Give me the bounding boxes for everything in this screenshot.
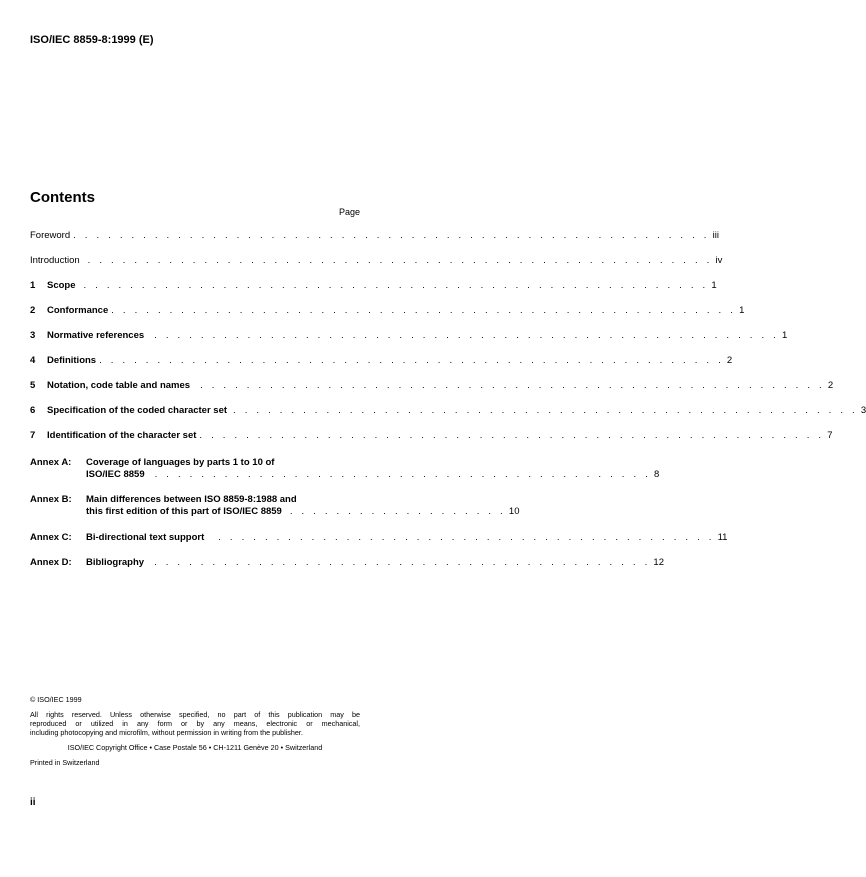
toc-entry-page: 8 xyxy=(653,469,660,480)
toc-entry-number: 1 xyxy=(30,280,36,291)
toc-entry-page: iv xyxy=(715,255,723,266)
toc-entry-page: 12 xyxy=(653,557,664,568)
toc-entry-page: 1 xyxy=(782,330,788,341)
toc-entry-number: 7 xyxy=(30,430,36,441)
toc-entry-title: Scope xyxy=(47,280,76,291)
annex-title-line1: Coverage of languages by parts 1 to 10 of xyxy=(86,457,275,468)
toc-entry-title: Notation, code table and names xyxy=(47,380,191,391)
toc-entry-number: 3 xyxy=(30,330,36,341)
toc-entry-definitions[interactable] xyxy=(30,355,733,367)
toc-entry-introduction[interactable] xyxy=(30,255,723,267)
toc-annex-d[interactable] xyxy=(30,557,664,569)
annex-label: Annex B: xyxy=(30,494,72,505)
annex-title: Bibliography xyxy=(86,557,145,568)
annex-title-line1: Main differences between ISO 8859-8:1988 and xyxy=(86,494,297,505)
annex-label: Annex C: xyxy=(30,532,72,543)
annex-title-line2: this first edition of this part of ISO/IEC 8859 xyxy=(86,506,282,517)
toc-entry-page: 1 xyxy=(711,280,717,291)
toc-entry-title: Conformance xyxy=(47,305,109,316)
dot-leader: . . . . . . . . . . . . . . . . . . . . . . . . . . . . . . . . . . . . . . . . . . . . . . . . . . . . . . xyxy=(83,280,709,291)
copyright-notice xyxy=(30,695,360,767)
toc-entry-page: iii xyxy=(712,230,719,241)
annex-title: Bi-directional text support xyxy=(86,532,205,543)
toc-entry-page: 1 xyxy=(739,305,745,316)
contents-heading: Contents xyxy=(30,189,95,206)
toc-entry-foreword[interactable] xyxy=(30,230,719,242)
toc-annex-b[interactable] xyxy=(30,494,520,518)
rights-line-3: including photocopying and microfilm, without permission in writing from the publisher. xyxy=(30,728,303,737)
toc-entry-notation[interactable] xyxy=(30,380,834,392)
toc-entry-title: Foreword xyxy=(30,230,71,241)
toc-entry-scope[interactable] xyxy=(30,280,717,292)
toc-annex-c[interactable] xyxy=(30,532,728,544)
rights-line-1: All rights reserved. Unless otherwise specified, no part of this publication may be xyxy=(30,710,360,719)
dot-leader: . . . . . . . . . . . . . . . . . . . . . . . . . . . . . . . . . . . . . . . . . . . xyxy=(154,557,651,568)
toc-entry-page: 11 xyxy=(717,532,728,543)
dot-leader: . . . . . . . . . . . . . . . . . . . . . . . . . . . . . . . . . . . . . . . . . . . xyxy=(218,532,715,543)
printed-in-note: Printed in Switzerland xyxy=(30,758,100,767)
annex-label: Annex D: xyxy=(30,557,72,568)
toc-entry-normative-references[interactable] xyxy=(30,330,788,342)
toc-entry-page: 10 xyxy=(508,506,520,517)
dot-leader: . . . . . . . . . . . . . . . . . . . . . . . . . . . . . . . . . . . . . . . . . . . . . . . . . . . . . . xyxy=(87,255,713,266)
toc-entry-number: 6 xyxy=(30,405,36,416)
toc-entry-title: Identification of the character set xyxy=(47,430,197,441)
rights-line-2: reproduced or utilized in any form or by any means, electronic or mechanical, xyxy=(30,719,360,728)
toc-entry-number: 5 xyxy=(30,380,36,391)
toc-entry-page: 7 xyxy=(827,430,833,441)
dot-leader: . . . . . . . . . . . . . . . . . . . . . . . . . . . . . . . . . . . . . . . . . . . . . . . . . . . . . . xyxy=(99,355,724,366)
page-number: ii xyxy=(30,797,36,808)
dot-leader: . . . . . . . . . . . . . . . . . . . . . . . . . . . . . . . . . . . . . . . . . . . . . . . . . . . . . . xyxy=(154,330,779,341)
dot-leader: . . . . . . . . . . . . . . . . . . . . . . . . . . . . . . . . . . . . . . . . . . . . . . . . . . . . . . xyxy=(111,305,737,316)
toc-annex-a[interactable] xyxy=(30,457,660,481)
toc-entry-number: 2 xyxy=(30,305,36,316)
toc-entry-specification[interactable] xyxy=(30,405,866,417)
toc-entry-number: 4 xyxy=(30,355,36,366)
page-column-label: Page xyxy=(338,207,360,217)
toc-entry-page: 2 xyxy=(726,355,733,366)
dot-leader: . . . . . . . . . . . . . . . . . . . . . . . . . . . . . . . . . . . . . . . . . . . . . . . . . . . . . . xyxy=(233,405,858,416)
toc-entry-page: 3 xyxy=(860,405,866,416)
toc-entry-title: Introduction xyxy=(30,255,80,266)
dot-leader: . . . . . . . . . . . . . . . . . . . xyxy=(289,506,506,517)
toc-entry-title: Definitions xyxy=(47,355,97,366)
toc-entry-title: Normative references xyxy=(47,330,145,341)
annex-label: Annex A: xyxy=(30,457,72,468)
dot-leader: . . . . . . . . . . . . . . . . . . . . . . . . . . . . . . . . . . . . . . . . . . . xyxy=(154,469,651,480)
dot-leader: . . . . . . . . . . . . . . . . . . . . . . . . . . . . . . . . . . . . . . . . . . . . . . . . . . . . . . xyxy=(200,380,825,391)
toc-entry-title: Specification of the coded character set xyxy=(47,405,228,416)
dot-leader: . . . . . . . . . . . . . . . . . . . . . . . . . . . . . . . . . . . . . . . . . . . . . . . . . . . . . . . xyxy=(73,230,710,241)
toc-entry-page: 2 xyxy=(827,380,834,391)
copyright-symbol-line: © ISO/IEC 1999 xyxy=(30,695,82,704)
copyright-office-address: ISO/IEC Copyright Office • Case Postale 56 • CH-1211 Genève 20 • Switzerland xyxy=(67,743,323,752)
dot-leader: . . . . . . . . . . . . . . . . . . . . . . . . . . . . . . . . . . . . . . . . . . . . . . . . . . . . . . xyxy=(199,430,825,441)
annex-title-line2: ISO/IEC 8859 xyxy=(86,469,145,480)
toc-entry-identification[interactable] xyxy=(30,430,833,442)
document-id-header: ISO/IEC 8859-8:1999 (E) xyxy=(30,34,154,46)
toc-entry-conformance[interactable] xyxy=(30,305,745,317)
